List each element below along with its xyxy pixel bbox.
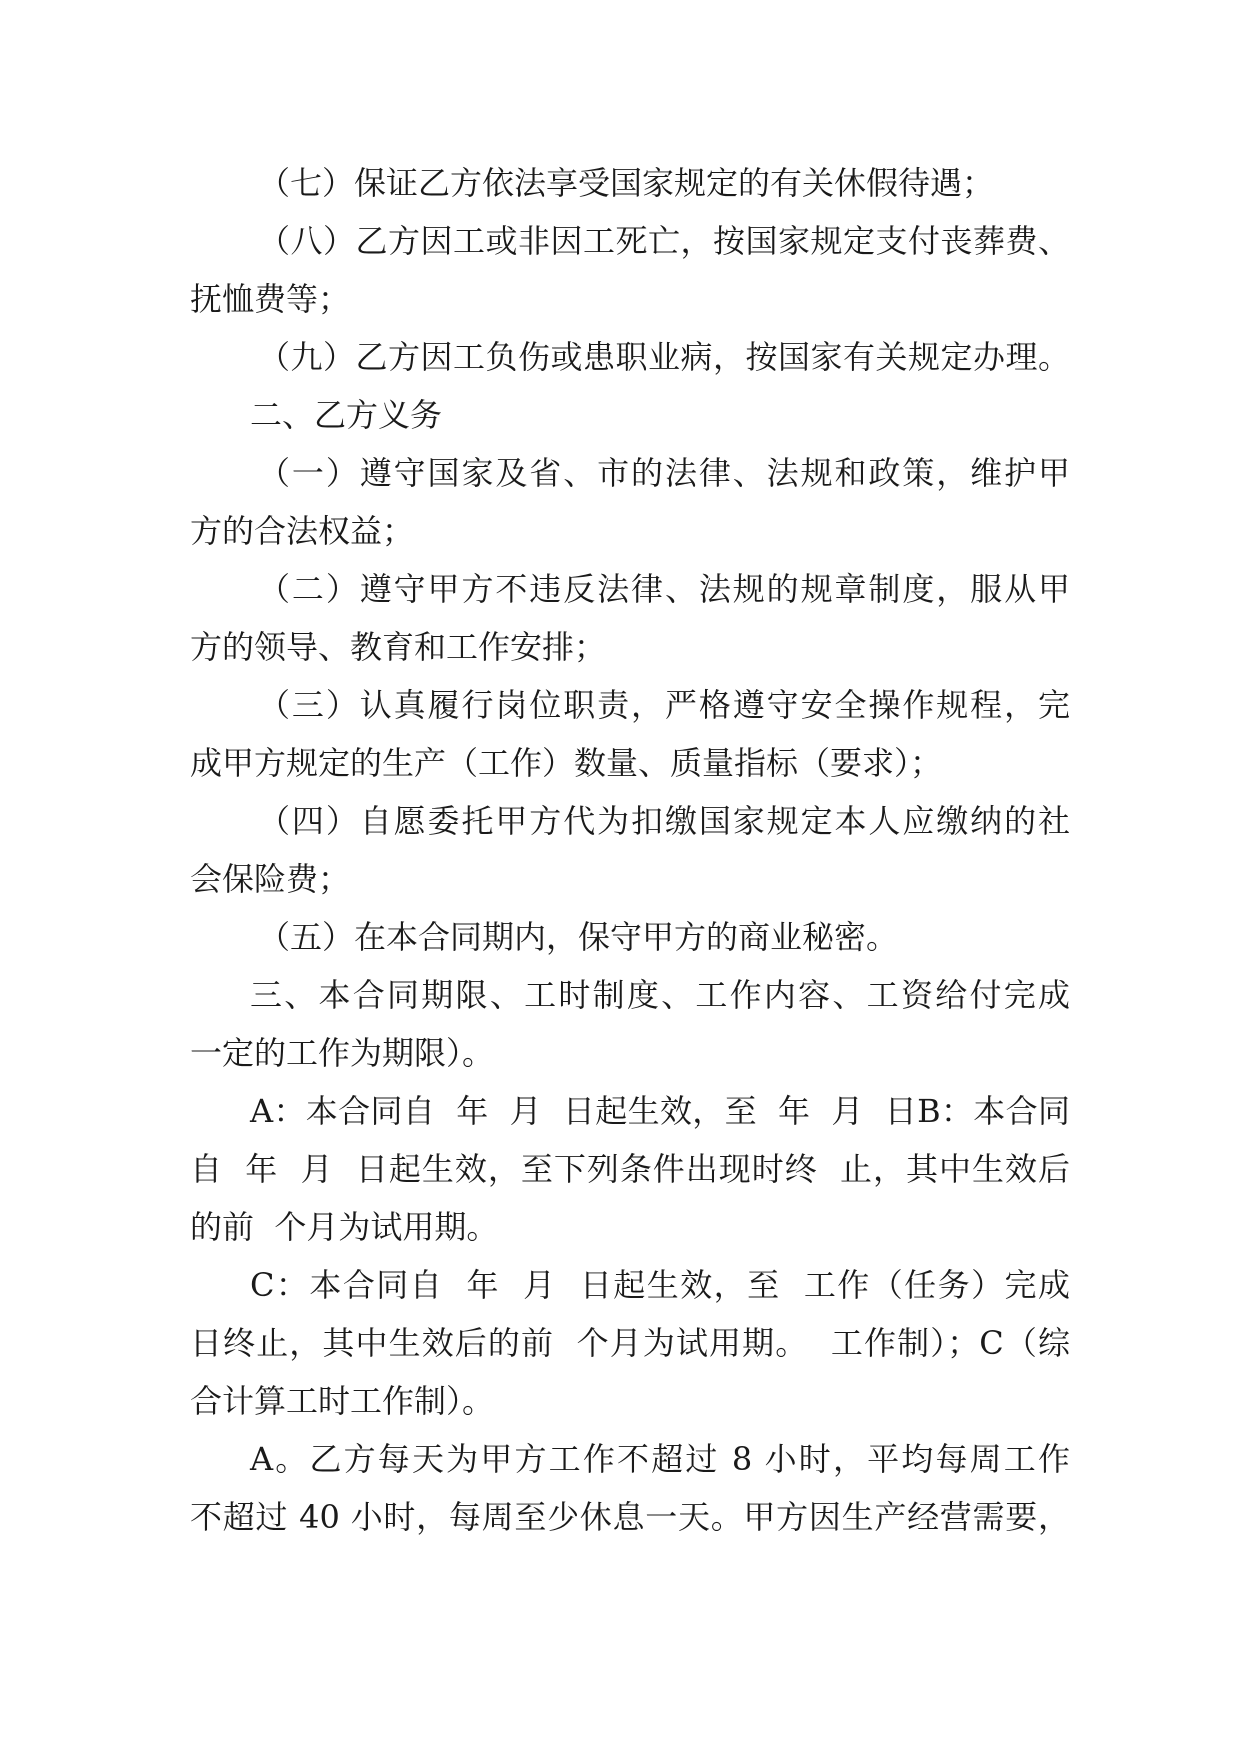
section-heading: 三、本合同期限、工时制度、工作内容、工资给付完成 (250, 976, 1070, 1014)
text-line: （七）保证乙方依法享受国家规定的有关休假待遇； (258, 164, 995, 202)
text-line: （一）遵守国家及省、市的法律、法规和政策，维护甲 (258, 454, 1070, 492)
text-line: A：本合同自 年 月 日起生效，至 年 月 日B：本合同 (250, 1092, 1070, 1130)
text-line: 会保险费； (190, 860, 351, 898)
text-line: 合计算工时工作制）。 (190, 1382, 495, 1420)
text-line: 自 年 月 日起生效，至下列条件出现时终 止，其中生效后 (190, 1150, 1070, 1188)
section-heading: 二、乙方义务 (250, 396, 443, 434)
text-line: （二）遵守甲方不违反法律、法规的规章制度，服从甲 (258, 570, 1070, 608)
text-line: 的前 个月为试用期。 (190, 1208, 499, 1246)
text-line: 方的合法权益； (190, 512, 415, 550)
text-line: 不超过 40 小时，每周至少休息一天。甲方因生产经营需要， (190, 1498, 1070, 1536)
text-line: （八）乙方因工或非因工死亡，按国家规定支付丧葬费、 (258, 222, 1070, 260)
text-line: 抚恤费等； (190, 280, 351, 318)
text-line: （五）在本合同期内，保守甲方的商业秘密。 (258, 918, 899, 956)
text-line: 方的领导、教育和工作安排； (190, 628, 607, 666)
text-line: （四）自愿委托甲方代为扣缴国家规定本人应缴纳的社 (258, 802, 1070, 840)
text-line: （三）认真履行岗位职责，严格遵守安全操作规程，完 (258, 686, 1070, 724)
text-line: A。乙方每天为甲方工作不超过 8 小时，平均每周工作 (250, 1440, 1070, 1478)
text-line: 日终止，其中生效后的前 个月为试用期。 工作制）；C（综 (190, 1324, 1070, 1362)
text-line: 一定的工作为期限）。 (190, 1034, 495, 1072)
text-line: 成甲方规定的生产（工作）数量、质量指标（要求）； (190, 744, 943, 782)
text-line: C：本合同自 年 月 日起生效，至 工作（任务）完成 (250, 1266, 1070, 1304)
text-line: （九）乙方因工负伤或患职业病，按国家有关规定办理。 (258, 338, 1070, 376)
